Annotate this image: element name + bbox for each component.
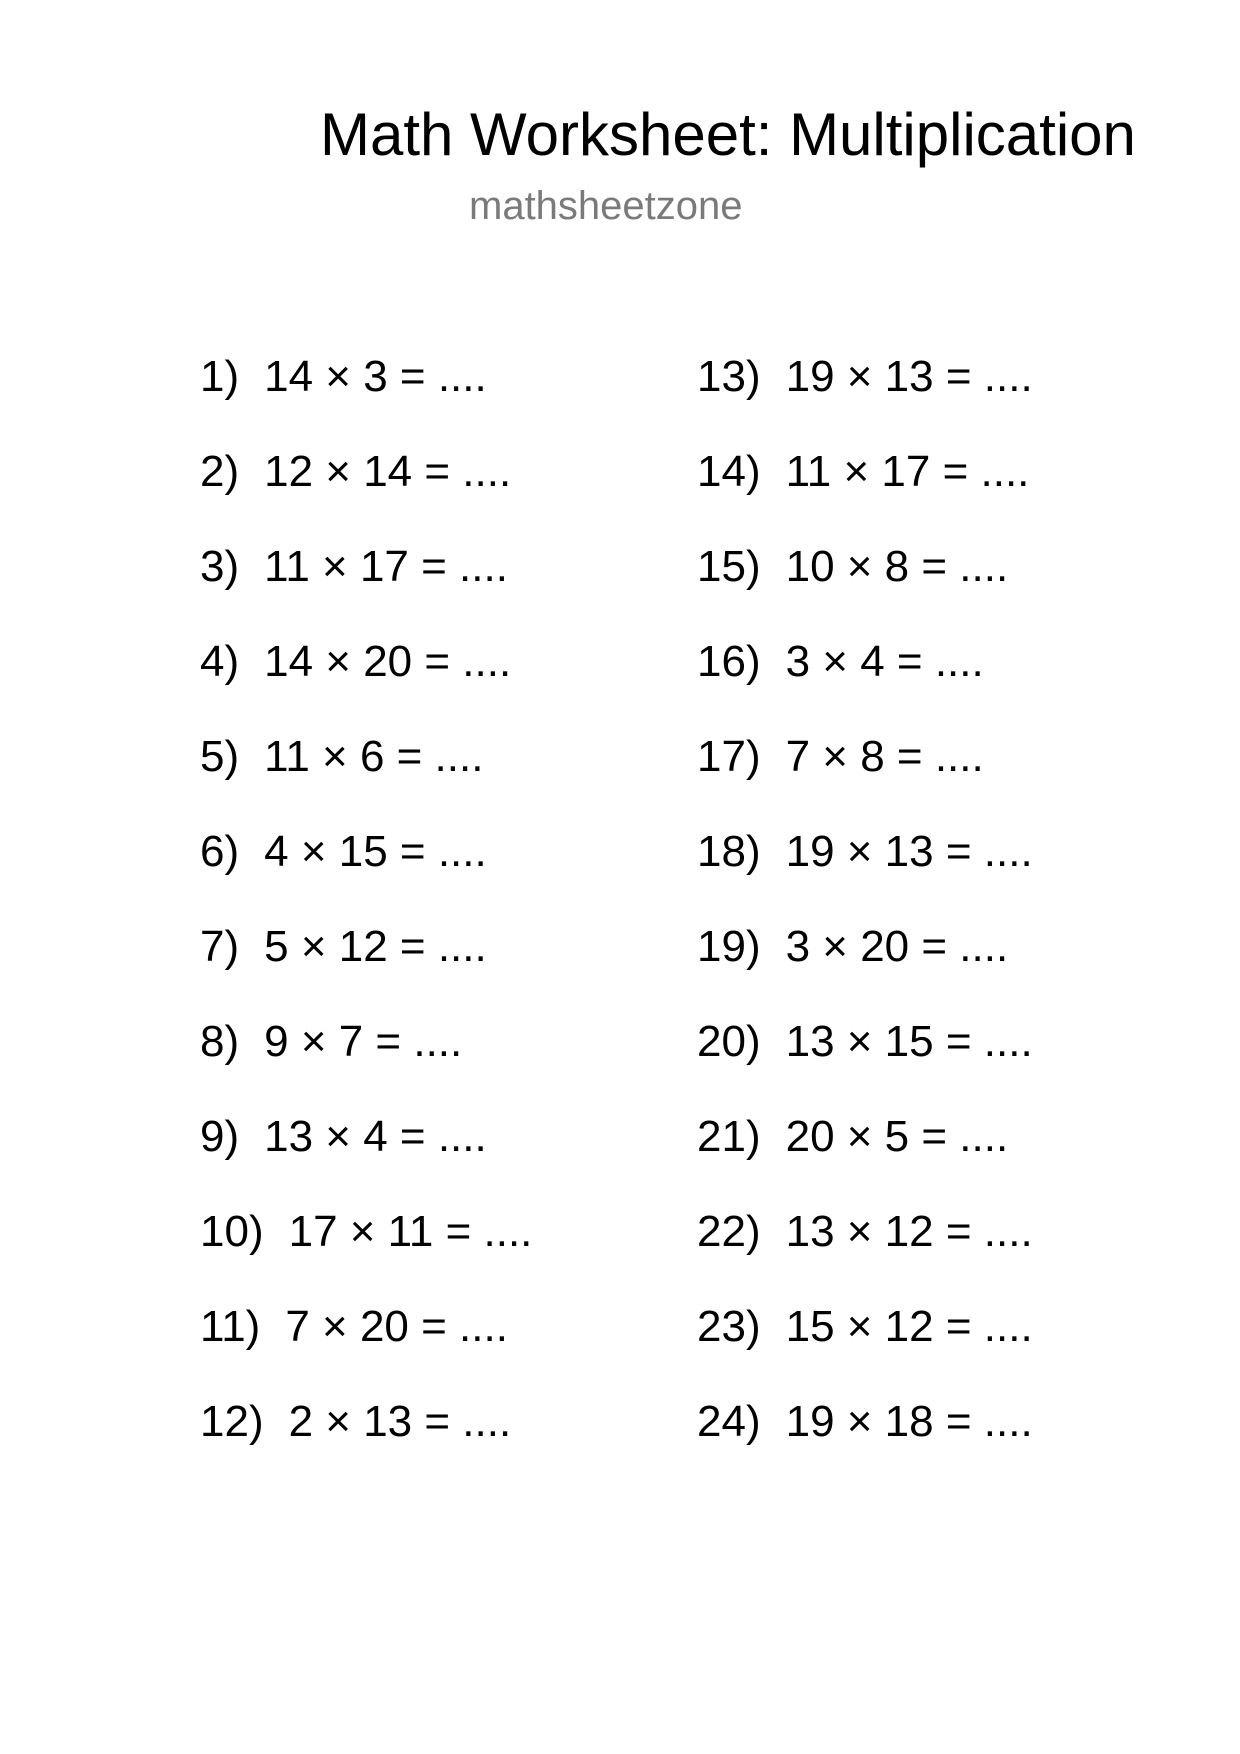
problem-item	[697, 921, 1137, 1016]
problem-number: 22)	[697, 1207, 761, 1256]
problem-number: 19)	[697, 922, 761, 971]
problem-number: 4)	[200, 637, 240, 686]
problem-number: 24)	[697, 1397, 761, 1446]
problem-number: 2)	[200, 447, 240, 496]
problem-number: 6)	[200, 827, 240, 876]
problem-item	[697, 541, 1137, 636]
problem-number: 13)	[697, 352, 761, 401]
problem-expression: 14 × 3 = ....	[264, 352, 487, 401]
page-subtitle: mathsheetzone	[469, 184, 743, 228]
problem-number: 8)	[200, 1017, 240, 1066]
problem-expression: 5 × 12 = ....	[264, 922, 487, 971]
problem-expression: 4 × 15 = ....	[264, 827, 487, 876]
problem-item	[697, 1396, 1137, 1491]
problem-expression: 11 × 17 = ....	[264, 542, 508, 591]
problem-item	[200, 826, 640, 921]
problem-expression: 14 × 20 = ....	[264, 637, 512, 686]
page-title: Math Worksheet: Multiplication	[320, 101, 1136, 168]
problem-number: 21)	[697, 1112, 761, 1161]
problem-number: 18)	[697, 827, 761, 876]
problem-expression: 13 × 12 = ....	[785, 1207, 1033, 1256]
problem-number: 5)	[200, 732, 240, 781]
problem-item	[697, 446, 1137, 541]
problem-number: 12)	[200, 1397, 264, 1446]
problem-expression: 3 × 20 = ....	[785, 922, 1009, 971]
problem-item	[697, 731, 1137, 826]
problem-item	[697, 351, 1137, 446]
problem-item	[200, 636, 640, 731]
problem-number: 16)	[697, 637, 761, 686]
problem-item	[200, 1206, 640, 1301]
problem-item	[200, 446, 640, 541]
problem-expression: 10 × 8 = ....	[785, 542, 1009, 591]
problem-expression: 13 × 4 = ....	[264, 1112, 487, 1161]
problem-expression: 11 × 6 = ....	[264, 732, 484, 781]
problem-item	[200, 1301, 640, 1396]
problem-item	[200, 1016, 640, 1111]
problem-number: 11)	[200, 1302, 261, 1351]
problem-expression: 17 × 11 = ....	[288, 1207, 533, 1256]
problem-item	[200, 1396, 640, 1491]
problem-number: 20)	[697, 1017, 761, 1066]
problem-expression: 15 × 12 = ....	[785, 1302, 1033, 1351]
problem-item	[200, 921, 640, 1016]
problem-item	[200, 541, 640, 636]
problem-expression: 19 × 13 = ....	[785, 352, 1033, 401]
problem-expression: 2 × 13 = ....	[288, 1397, 512, 1446]
problem-item	[200, 351, 640, 446]
problem-item	[200, 731, 640, 826]
problem-column-left	[200, 351, 640, 1491]
problem-number: 3)	[200, 542, 240, 591]
problem-number: 7)	[200, 922, 240, 971]
problem-number: 14)	[697, 447, 761, 496]
problem-item	[697, 1301, 1137, 1396]
problem-expression: 13 × 15 = ....	[785, 1017, 1033, 1066]
problem-item	[697, 636, 1137, 731]
problem-item	[697, 826, 1137, 921]
problem-number: 17)	[697, 732, 761, 781]
problem-expression: 19 × 13 = ....	[785, 827, 1033, 876]
problem-number: 10)	[200, 1207, 264, 1256]
problem-expression: 9 × 7 = ....	[264, 1017, 463, 1066]
problem-expression: 7 × 20 = ....	[285, 1302, 508, 1351]
problem-expression: 12 × 14 = ....	[264, 447, 512, 496]
problem-item	[697, 1016, 1137, 1111]
problem-expression: 11 × 17 = ....	[785, 447, 1030, 496]
problem-number: 15)	[697, 542, 761, 591]
problem-expression: 7 × 8 = ....	[785, 732, 984, 781]
problem-expression: 19 × 18 = ....	[785, 1397, 1033, 1446]
problem-number: 23)	[697, 1302, 761, 1351]
problem-column-right	[697, 351, 1137, 1491]
problem-item	[697, 1206, 1137, 1301]
problem-number: 9)	[200, 1112, 240, 1161]
problem-item	[200, 1111, 640, 1206]
problem-item	[697, 1111, 1137, 1206]
problem-number: 1)	[200, 352, 240, 401]
problem-expression: 20 × 5 = ....	[785, 1112, 1009, 1161]
problem-expression: 3 × 4 = ....	[785, 637, 984, 686]
